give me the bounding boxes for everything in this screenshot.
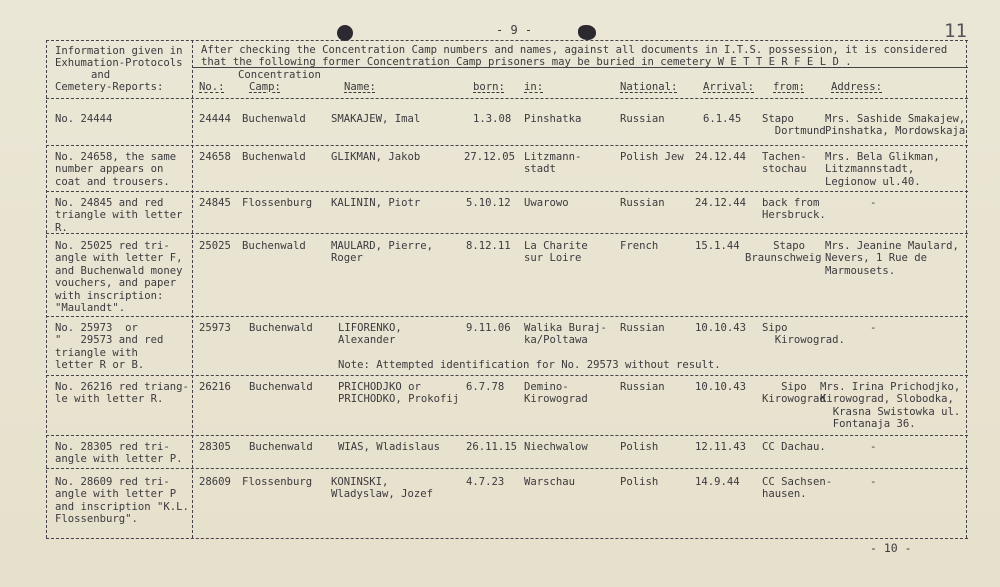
row7-address: - [870,441,877,453]
row5-born: 9.11.06 [466,322,511,334]
row2-address: Mrs. Bela Glikman, Litzmannstadt, Legionow ul.40. [825,151,940,188]
row7-born: 26.11.15 [466,441,518,453]
row4-born: 8.12.11 [466,240,511,252]
row8-camp: Flossenburg [242,476,313,488]
row6-from: Sipo Kirowograd [762,381,826,406]
row5-arrival: 10.10.43 [695,322,747,334]
row7-name: WIAS, Wladislaus [338,441,441,453]
header-camp: Camp: [249,81,281,93]
row6-arrival: 10.10.43 [695,381,747,393]
header-arrival: Arrival: [703,81,755,93]
row8-in: Warschau [524,476,576,488]
row1-from: Stapo Dortmund [762,113,826,138]
row8-born: 4.7.23 [466,476,505,488]
row5-camp: Buchenwald [249,322,313,334]
row5-from: Sipo Kirowograd. [762,322,845,347]
row3-born: 5.10.12 [466,197,511,209]
rule-row5 [46,375,968,376]
row8-name: KONINSKI, Wladyslaw, Jozef [331,476,434,501]
rule-top [46,40,968,41]
rule-header-bottom [46,98,968,99]
row6-no: 26216 [199,381,231,393]
row4-national: French [620,240,659,252]
row5-name: LIFORENKO, Alexander [338,322,402,347]
row3-national: Russian [620,197,665,209]
intro-line2-text: that the following former Concentration Camp prisoners may be buried in cemetery [201,56,712,68]
row1-born: 1.3.08 [473,113,512,125]
row7-national: Polish [620,441,659,453]
header-national: National: [620,81,678,93]
row8-from: CC Sachsen- hausen. [762,476,833,501]
row3-no: 24845 [199,197,231,209]
row2-born: 27.12.05 [464,151,516,163]
row5-note: Note: Attempted identification for No. 29573 without result. [338,359,721,371]
row1-camp: Buchenwald [242,113,306,125]
rule-row3 [46,233,968,234]
row6-in: Demino- Kirowograd [524,381,588,406]
row6-born: 6.7.78 [466,381,505,393]
row3-address: - [870,197,877,209]
row3-name: KALININ, Piotr [331,197,421,209]
row1-in: Pinshatka [524,113,582,125]
row5-info: No. 25973 or " 29573 and red triangle with letter R or B. [55,322,164,372]
rule-row1 [46,145,968,146]
header-concentration: Concentration [238,69,321,81]
row1-arrival: 6.1.45 [703,113,742,125]
header-info-line1: Information given in [55,45,183,57]
header-name: Name: [344,81,376,93]
punch-hole-left [337,25,353,41]
rule-divider [192,40,193,538]
row5-address: - [870,322,877,334]
row7-no: 28305 [199,441,231,453]
row4-address: Mrs. Jeanine Maulard, Nevers, 1 Rue de Marmousets. [825,240,959,277]
header-no: No.: [199,81,225,93]
row1-name: SMAKAJEW, Imal [331,113,421,125]
row7-info: No. 28305 red tri- angle with letter P. [55,441,183,466]
row4-name: MAULARD, Pierre, Roger [331,240,434,265]
row8-arrival: 14.9.44 [695,476,740,488]
header-in: in: [524,81,544,93]
row2-no: 24658 [199,151,231,163]
row3-in: Uwarowo [524,197,569,209]
row4-no: 25025 [199,240,231,252]
row2-from: Tachen- stochau [762,151,807,176]
row3-camp: Flossenburg [242,197,313,209]
row3-from: back from Hersbruck. [762,197,826,222]
row2-name: GLIKMAN, Jakob [331,151,421,163]
row7-in: Niechwalow [524,441,588,453]
row2-in: Litzmann- stadt [524,151,582,176]
row4-info: No. 25025 red tri- angle with letter F, and Buchenwald money vouchers, and paper with inscription: "Maulandt". [55,240,183,315]
rule-left [46,40,47,538]
row4-from: Stapo Braunschweig [745,240,822,265]
row2-info: No. 24658, the same number appears on coat and trousers. [55,151,177,188]
row7-from: CC Dachau. [762,441,826,453]
row2-national: Polish Jew [620,151,684,163]
rule-row7 [46,468,968,469]
header-info-line3: and [91,69,111,81]
row4-camp: Buchenwald [242,240,306,252]
row1-national: Russian [620,113,665,125]
row7-arrival: 12.11.43 [695,441,747,453]
header-info-line4: Cemetery-Reports: [55,81,164,93]
rule-right [966,40,967,538]
row6-camp: Buchenwald [249,381,313,393]
row8-national: Polish [620,476,659,488]
header-born: born: [473,81,505,93]
row6-national: Russian [620,381,665,393]
intro-line2 [201,56,852,68]
row3-info: No. 24845 and red triangle with letter R. [55,197,183,234]
row7-camp: Buchenwald [249,441,313,453]
row2-camp: Buchenwald [242,151,306,163]
header-address: Address: [831,81,883,93]
row1-no: 24444 [199,113,231,125]
header-from: from: [773,81,805,93]
rule-row2 [46,191,968,192]
row3-arrival: 24.12.44 [695,197,747,209]
row4-in: La Charite sur Loire [524,240,588,265]
page-number-bottom: - 10 - [870,541,912,555]
header-info-line2: Exhumation-Protocols [55,57,183,69]
rule-row6 [46,435,968,436]
row1-address: Mrs. Sashide Smakajew, Pinshatka, Mordowskaja [825,113,966,138]
intro-line1: After checking the Concentration Camp numbers and names, against all documents in I.T.S. possession, it is considered [201,44,948,56]
row6-info: No. 26216 red triang- le with letter R. [55,381,189,406]
rule-row4 [46,316,968,317]
cemetery-name: W E T T E R F E L D . [717,56,852,68]
row4-arrival: 15.1.44 [695,240,740,252]
row8-address: - [870,476,877,488]
row1-info: No. 24444 [55,113,113,125]
row5-national: Russian [620,322,665,334]
row6-name: PRICHODJKO or PRICHODKO, Prokofij [338,381,460,406]
row8-no: 28609 [199,476,231,488]
row6-address: Mrs. Irina Prichodjko, Kirowograd, Slobodka, Krasna Swistowka ul. Fontanaja 36. [820,381,961,431]
row2-arrival: 24.12.44 [695,151,747,163]
row5-no: 25973 [199,322,231,334]
page-number-top: - 9 - [496,23,533,37]
punch-hole-right [578,25,596,40]
rule-bottom [46,538,968,539]
row5-in: Walika Buraj- ka/Poltawa [524,322,607,347]
row8-info: No. 28609 red tri- angle with letter P and inscription "K.L. Flossenburg". [55,476,189,526]
page-corner-number: 11 [944,20,967,42]
